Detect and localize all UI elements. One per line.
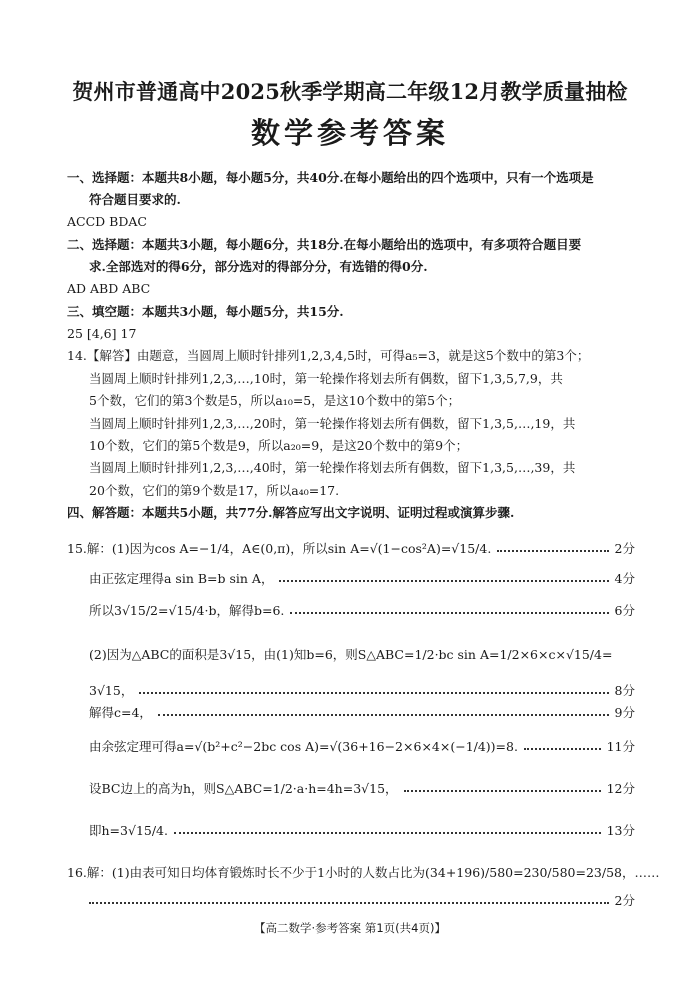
leader-dots bbox=[158, 714, 609, 716]
score: 9分 bbox=[614, 705, 635, 720]
q15-line-2 bbox=[89, 568, 635, 588]
score: 11分 bbox=[606, 739, 635, 754]
q15-line-7 bbox=[89, 736, 635, 756]
q15-line-8-text: 设BC边上的高为h，则S△ABC=1/2·a·h=4h=3√15， bbox=[89, 781, 398, 796]
score: 2分 bbox=[614, 893, 635, 908]
section-3-heading: 三、填空题：本题共3小题，每小题5分，共15分. bbox=[67, 304, 344, 319]
leader-dots bbox=[279, 580, 608, 582]
section-3-answers: 25 [4,6] 17 bbox=[67, 326, 137, 341]
q15-line-6 bbox=[89, 702, 635, 722]
q14-line-3: 5个数，它们的第3个数是5，所以a₁₀=5，是这10个数中的第5个； bbox=[89, 393, 461, 408]
q15-line-5 bbox=[89, 680, 635, 700]
section-1-answers: ACCD BDAC bbox=[67, 214, 147, 229]
q15-line-3-text: 所以3√15/2=√15/4·b，解得b=6. bbox=[89, 603, 285, 618]
score: 8分 bbox=[614, 683, 635, 698]
q15-line-2-text: 由正弦定理得a sin B=b sin A， bbox=[89, 571, 274, 586]
section-4-heading: 四、解答题：本题共5小题，共77分.解答应写出文字说明、证明过程或演算步骤. bbox=[67, 505, 515, 520]
q15-line-5-text: 3√15， bbox=[89, 683, 134, 698]
leader-dots bbox=[497, 550, 608, 552]
q14-line-7: 20个数，它们的第9个数是17，所以a₄₀=17. bbox=[89, 483, 340, 498]
section-1-heading: 一、选择题：本题共8小题，每小题5分，共40分.在每小题给出的四个选项中，只有一个选项是 bbox=[67, 170, 594, 185]
q16-line-1-text: 16.解：(1)由表可知日均体育锻炼时长不少于1小时的人数占比为(34+196)/580=230/580=23/58，…… bbox=[67, 865, 660, 880]
q14-line-6: 当圆周上顺时针排列1,2,3,…,40时，第一轮操作将划去所有偶数，留下1,3,5,…,39，共 bbox=[89, 460, 576, 475]
q15-line-1 bbox=[67, 538, 635, 558]
leader-dots bbox=[524, 748, 601, 750]
q15-line-4-text: (2)因为△ABC的面积是3√15，由(1)知b=6，则S△ABC=1/2·bc sin A=1/2×6×c×√15/4= bbox=[89, 647, 613, 662]
q14-line-4: 当圆周上顺时针排列1,2,3,…,20时，第一轮操作将划去所有偶数，留下1,3,5,…,19，共 bbox=[89, 416, 576, 431]
q15-line-3 bbox=[89, 600, 635, 620]
leader-dots bbox=[290, 612, 608, 614]
q15-line-9 bbox=[89, 820, 635, 840]
q15-line-9-text: 即h=3√15/4. bbox=[89, 823, 168, 838]
score: 2分 bbox=[614, 541, 635, 556]
leader-dots bbox=[89, 902, 609, 904]
section-2-heading-cont: 求.全部选对的得6分，部分选对的得部分分，有选错的得0分. bbox=[89, 259, 428, 274]
section-2-heading: 二、选择题：本题共3小题，每小题6分，共18分.在每小题给出的选项中，有多项符合题目要 bbox=[67, 237, 582, 252]
q14-line-5: 10个数，它们的第5个数是9，所以a₂₀=9，是这20个数中的第9个； bbox=[89, 438, 469, 453]
section-1-heading-cont: 符合题目要求的. bbox=[89, 192, 181, 207]
page-subtitle: 数学参考答案 bbox=[250, 116, 449, 150]
page-footer: 【高二数学·参考答案 第1页(共4页)】 bbox=[254, 921, 446, 935]
section-2-answers: AD ABD ABC bbox=[67, 281, 151, 296]
q14-line-1: 14.【解答】由题意，当圆周上顺时针排列1,2,3,4,5时，可得a₅=3，就是这5个数中的第3个； bbox=[67, 348, 590, 363]
score: 13分 bbox=[606, 823, 635, 838]
leader-dots bbox=[404, 790, 601, 792]
q15-line-8 bbox=[89, 778, 635, 798]
q15-line-1-text: 15.解：(1)因为cos A=−1/4，A∈(0,π)，所以sin A=√(1−cos²A)=√15/4. bbox=[67, 541, 492, 556]
q14-line-2: 当圆周上顺时针排列1,2,3,…,10时，第一轮操作将划去所有偶数，留下1,3,5,7,9，共 bbox=[89, 371, 563, 386]
score: 12分 bbox=[606, 781, 635, 796]
q15-line-7-text: 由余弦定理可得a=√(b²+c²−2bc cos A)=√(36+16−2×6×4×(−1/4))=8. bbox=[89, 739, 518, 754]
leader-dots bbox=[139, 692, 608, 694]
page-title: 贺州市普通高中2025秋季学期高二年级12月教学质量抽检 bbox=[72, 79, 628, 104]
q15-line-6-text: 解得c=4， bbox=[89, 705, 152, 720]
leader-dots bbox=[174, 832, 601, 834]
score: 4分 bbox=[614, 571, 635, 586]
q16-line-1 bbox=[67, 862, 660, 882]
q15-line-4 bbox=[89, 644, 635, 664]
q16-line-2 bbox=[89, 890, 635, 910]
score: 6分 bbox=[614, 603, 635, 618]
